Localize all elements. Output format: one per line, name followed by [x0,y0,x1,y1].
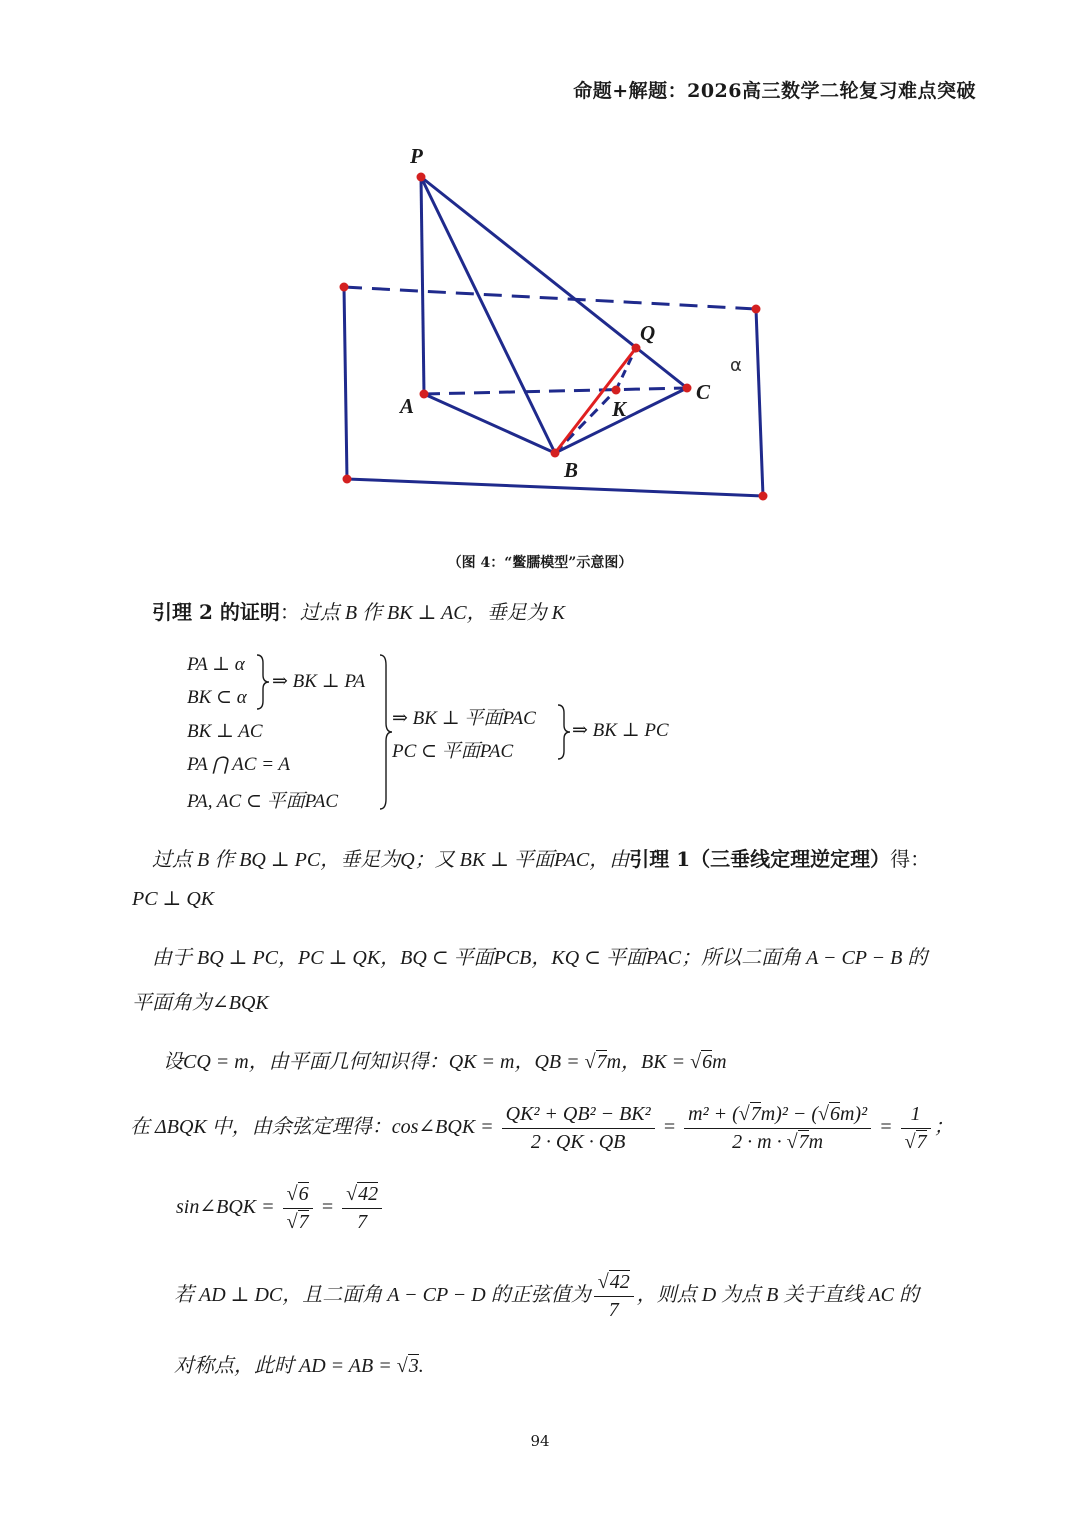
system-line-1: PA ⊥ α [187,654,245,675]
point-b [551,449,560,458]
plane-left-edge [344,287,347,479]
plane-corner-tr [752,305,761,314]
point-c [683,384,692,393]
brace-2 [378,653,394,811]
plane-corner-br [759,492,768,501]
plane-right-edge [756,309,763,496]
lemma-title: 引理 2 的证明 [152,600,280,624]
edge-ac [424,388,687,394]
lemma-intro [152,596,565,625]
point-p [417,173,426,182]
result-bk-perp-pa: ⇒ BK ⊥ PA [272,671,366,692]
system-line-4: PA ⋂ AC = A [187,754,291,775]
edge-ab [424,394,555,453]
pc-in-plane: PC ⊂ 平面PAC [392,741,514,762]
system-line-2: BK ⊂ α [187,687,247,708]
label-c: C [696,380,711,404]
lemma-sep: ： [279,600,300,624]
label-q: Q [640,321,656,345]
cos-fraction-1: $\frac{\text{QK² + QB² − BK²}}{2 \cdot QK \cdot QB}$ [502,1103,655,1154]
label-a: A [400,394,415,418]
label-b: B [564,458,579,482]
page-number: 94 [530,1432,550,1450]
system-line-5: PA, AC ⊂ 平面PAC [187,791,339,812]
plane-top-edge [344,287,756,309]
figure-caption: （图 4：“鳖臑模型”示意图） [447,555,633,571]
edge-pb [421,177,555,453]
result-bk-perp-pc: ⇒ BK ⊥ PC [572,720,669,741]
cos-fraction-2: $\frac{\text{m² + (√7m)² − (√6m)²}}{2 \cdot m \cdot √7m}$ [684,1103,871,1154]
sine-value-fraction: $\frac{√42}{7}$ [594,1271,634,1322]
result-bk-perp-plane: ⇒ BK ⊥ 平面PAC [392,708,536,729]
pyramid-figure [320,135,790,515]
para1-line1: 过点 B 作 BQ ⊥ PC，垂足为Q；又 BK ⊥ 平面PAC，由引理 1（三垂线定理逆定理）得： [152,847,931,871]
edge-pc [421,177,687,388]
lemma-intro-text: 过点 B 作 BK ⊥ AC，垂足为 K [299,602,565,624]
plane-bottom-edge [347,479,763,496]
system-line-3: BK ⊥ AC [187,721,263,742]
sin-fraction-1: $\frac{√6}{√7}$ [283,1183,313,1234]
para3: 设CQ = m，由平面几何知识得：QK = m，QB = √7m，BK = √6m [163,1051,727,1073]
label-alpha: α [730,355,742,376]
sin-fraction-2: $\frac{√42}{7}$ [342,1183,382,1234]
cos-fraction-3: $\frac{1}{√7}$ [901,1103,931,1154]
running-header: 命题+解题：2026高三数学二轮复习难点突破 [573,80,976,102]
para2-line2: 平面角为∠BQK [132,992,269,1014]
para6-line1: 若 AD ⊥ DC，且二面角 A − CP − D 的正弦值为 $\frac{√42}{7}$ ，则点 D 为点 B 关于直线 AC 的 [174,1271,919,1321]
para5-sine: sin∠BQK = $\frac{√6}{√7}$ = $\frac{√42}{7}$ [176,1183,385,1234]
lemma1-reference: 引理 1（三垂线定理逆定理） [629,847,891,871]
plane-corner-bl [343,475,352,484]
point-k [612,386,621,395]
label-k: K [612,397,627,421]
para2-line1: 由于 BQ ⊥ PC，PC ⊥ QK，BQ ⊂ 平面PCB，KQ ⊂ 平面PAC；所以二面角 A − CP − B 的 [152,947,928,969]
point-a [420,390,429,399]
brace-3 [556,703,572,761]
para1-line2: PC ⊥ QK [132,888,215,910]
para6-line2: 对称点，此时 AD = AB = √3. [174,1355,424,1377]
plane-corner-tl [340,283,349,292]
label-p: P [410,144,423,168]
para4-cosine: 在 ΔBQK 中，由余弦定理得：cos∠BQK = $\frac{\text{QK² + QB² − BK²}}{2 \cdot QK \cdot QB}$ = $\frac{\text{m² + (√7m)² − (√6m)²}}{2 \cdot m \cdot √7m}$ = $\frac{1}{√7}$ ； [130,1103,954,1153]
edge-pa [421,177,424,394]
brace-1 [255,653,271,711]
